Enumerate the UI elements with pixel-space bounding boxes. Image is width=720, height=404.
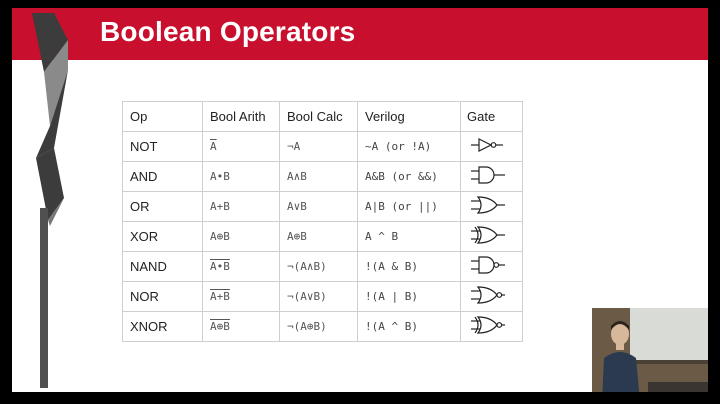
verilog-cell-text: A&B (or &&) (365, 170, 438, 183)
table-header-row (123, 102, 523, 132)
op-cell (123, 192, 203, 222)
gate-cell (461, 282, 523, 312)
gate-cell (461, 312, 523, 342)
verilog-cell-text: !(A ^ B) (365, 320, 418, 333)
bool-arith-cell (203, 252, 280, 282)
bool-arith-cell-text: A⊕B (210, 230, 230, 243)
header-gate: Gate (461, 102, 523, 132)
table-row (123, 252, 523, 282)
bool-calc-cell (280, 222, 358, 252)
op-cell-text: AND (130, 169, 158, 184)
xnor-gate-icon (467, 323, 507, 338)
gate-cell (461, 252, 523, 282)
op-cell (123, 252, 203, 282)
bool-calc-cell-text: ¬A (287, 140, 301, 153)
speaker-video-image (592, 308, 708, 392)
bool-calc-cell (280, 282, 358, 312)
op-cell-text: OR (130, 199, 150, 214)
xor-gate-icon (467, 233, 507, 248)
bool-arith-cell-text: A•B (210, 170, 230, 183)
bool-calc-cell-text: A⊕B (287, 230, 307, 243)
bool-calc-cell-text: A∨B (287, 200, 307, 213)
nand-gate-icon (467, 263, 507, 278)
op-cell (123, 162, 203, 192)
verilog-cell (358, 132, 461, 162)
slide-title: Boolean Operators (100, 16, 356, 47)
speaker-video-inset (592, 308, 708, 392)
gate-cell (461, 192, 523, 222)
header-op: Op (123, 102, 203, 132)
bool-arith-cell (203, 192, 280, 222)
bool-arith-cell (203, 312, 280, 342)
op-cell-text: XOR (130, 229, 159, 244)
not-gate-icon (467, 143, 507, 158)
op-cell (123, 282, 203, 312)
verilog-cell (358, 252, 461, 282)
verilog-cell (358, 312, 461, 342)
header-verilog: Verilog (358, 102, 461, 132)
bool-arith-cell-text: A•B (210, 260, 230, 273)
verilog-cell (358, 192, 461, 222)
bool-calc-cell (280, 162, 358, 192)
op-cell (123, 312, 203, 342)
gate-cell (461, 162, 523, 192)
or-gate-icon (467, 203, 507, 218)
header-bool-arith: Bool Arith (203, 102, 280, 132)
bool-arith-cell (203, 132, 280, 162)
table-row (123, 312, 523, 342)
verilog-cell-text: !(A | B) (365, 290, 418, 303)
bool-calc-cell (280, 192, 358, 222)
bool-calc-cell-text: ¬(A∧B) (287, 260, 327, 273)
bool-calc-cell-text: ¬(A⊕B) (287, 320, 327, 333)
table-row (123, 132, 523, 162)
header-bool-calc: Bool Calc (280, 102, 358, 132)
bool-calc-cell-text: A∧B (287, 170, 307, 183)
verilog-cell-text: A|B (or ||) (365, 200, 438, 213)
bool-calc-cell (280, 312, 358, 342)
boolean-operators-table (122, 101, 523, 342)
bool-calc-cell (280, 252, 358, 282)
bool-arith-cell-text: A+B (210, 290, 230, 303)
verilog-cell (358, 282, 461, 312)
bool-arith-cell (203, 222, 280, 252)
slide (12, 8, 708, 392)
bool-arith-cell (203, 162, 280, 192)
bool-arith-cell (203, 282, 280, 312)
gate-cell (461, 222, 523, 252)
verilog-cell (358, 162, 461, 192)
table-row (123, 162, 523, 192)
verilog-cell-text: A ^ B (365, 230, 399, 243)
gate-cell (461, 132, 523, 162)
op-cell-text: XNOR (130, 319, 168, 334)
op-cell (123, 132, 203, 162)
verilog-cell-text: ~A (or !A) (365, 140, 432, 153)
op-cell (123, 222, 203, 252)
bool-arith-cell-text: A+B (210, 200, 230, 213)
verilog-cell-text: !(A & B) (365, 260, 418, 273)
op-cell-text: NOR (130, 289, 159, 304)
nor-gate-icon (467, 293, 507, 308)
op-cell-text: NOT (130, 139, 158, 154)
op-cell-text: NAND (130, 259, 167, 274)
bool-calc-cell (280, 132, 358, 162)
and-gate-icon (467, 173, 507, 188)
table-row (123, 222, 523, 252)
bool-arith-cell-text: A⊕B (210, 320, 230, 333)
university-logo-icon (12, 8, 92, 392)
bool-arith-cell-text: $\overline{A}$ (210, 140, 217, 153)
bool-calc-cell-text: ¬(A∨B) (287, 290, 327, 303)
table-row (123, 192, 523, 222)
verilog-cell (358, 222, 461, 252)
table-row (123, 282, 523, 312)
